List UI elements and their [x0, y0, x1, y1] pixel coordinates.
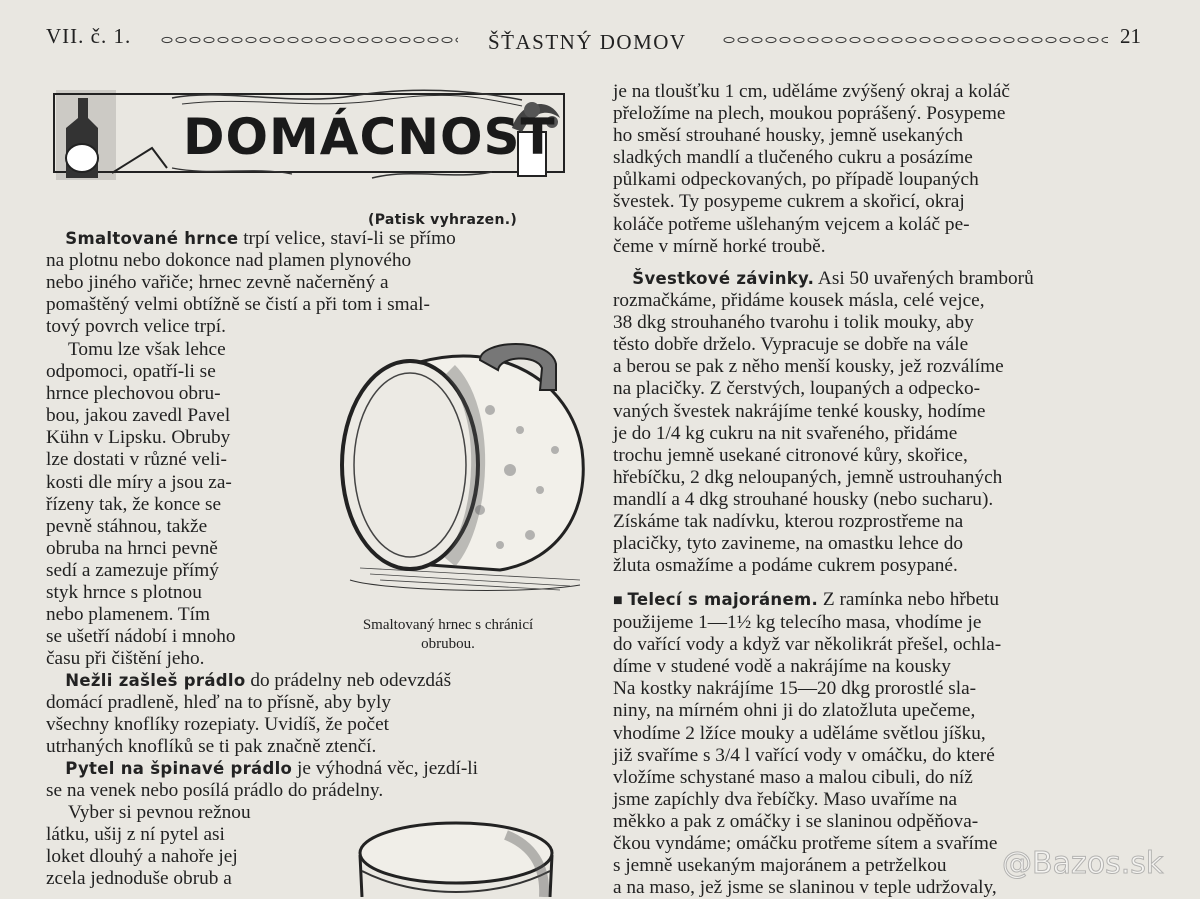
copyright-note: (Patisk vyhrazen.)	[368, 212, 518, 228]
enamel-pot-illustration	[320, 340, 600, 600]
paragraph-enamel-remedy: Tomu lze však lehce odpomoci, opatří-li se hrnce plechovou obru- bou, jakou zavedl Pavel Kühn v Lipsku. Obruby lze dostati v různé veli- kosti dle míry a jsou za- řízeny tak, že konce se pevně stáhnou, takže obruba na hrnci pevně sedí a zamezuje přímý styk hrnce s plotnou nebo plamenem. Tím se ušetří nádobí i mnoho času při čištění jeho.	[46, 339, 236, 670]
heading-laundry-bag: Pytel na špinavé prádlo	[65, 759, 293, 778]
journal-title: ŠŤASTNÝ DOMOV	[488, 30, 687, 54]
article-plum-cake-cont: je na tloušťku 1 cm, uděláme zvýšený okraj a koláč přeložíme na plech, moukou poprášený. Posypeme ho směsí strouhané housky, jemně usekaných sladkých mandlí a tlučeného cukru a posázíme půlkami odpeckovaných, po případě loupaných švestek. Ty posypeme cukrem a skořicí, okraj koláče potřeme ušlehaným vejcem a koláč pe- čeme v mírně horké troubě.	[613, 81, 1010, 257]
heading-laundry: Nežli zašleš prádlo	[65, 671, 246, 690]
section-title: DOMÁCNOST	[183, 108, 556, 166]
page-header	[0, 0, 1200, 60]
article-enamel-pots: Smaltované hrnce trpí velice, staví-li se přímo na plotnu nebo dokonce nad plamen plynového nebo jiného vařiče; hrnec zevně načerněný a pomaštěný velmi obtížně se čistí a při tom i smal- tový povrch velice trpí.	[46, 228, 456, 338]
section-marker: ■	[613, 592, 623, 609]
article-veal-marjoram: ■ Telecí s majoránem. Z ramínka nebo hřbetu použijeme 1—1½ kg telecího masa, vhodíme je do vařící vody a když var několikrát přešel, ochla- díme v studené vodě a nakrájíme na kousky Na kostky nakrájíme 15—20 dkg prorostlé sla- niny, na mírném ohni ji do zlatožluta upečeme, vhodíme 2 lžíce mouky a uděláme světlou jíšku, již svaříme s 3/4 l vařící vody v omáčku, do které vložíme schystané maso a malou cibuli, do níž jsme zapíchly dva řebíčky. Maso uvaříme na měkko a pak z omáčky i se slaninou odpěňova- čkou vyndáme; omáčku protřeme sítem a svaříme s jemně usekaným majoránem a petrželkou a na maso, jež jsme se slaninou v teple udržovaly,	[613, 589, 1002, 899]
heading-enamel-pots: Smaltované hrnce	[65, 229, 239, 248]
header-ornament-right	[722, 36, 1108, 44]
header-ornament-left	[160, 36, 458, 44]
article-plum-rolls: Švestkové závinky. Asi 50 uvařených bramborů rozmačkáme, přidáme kousek másla, celé vejce, 38 dkg strouhaného tvarohu i tolik mouky, aby těsto dobře drželo. Vypracuje se dobře na vále a berou se pak z něho menší kousky, jež rozválíme na placičky. Z čerstvých, loupaných a odpecko- vaných švestek nakrájíme tenké kousky, hodíme je do 1/4 kg cukru na nit svařeného, přidáme trochu jemně usekané citronové kůry, skořice, hřebíčku, 2 dkg neloupaných, jemně ustrouhaných mandlí a 4 dkg strouhané housky (nebo sucharu). Získáme tak nadívku, kterou rozprostřeme na placičky, tyto zavineme, na omastku lehce do žluta osmažíme a podáme cukrem posypané.	[613, 268, 1034, 577]
figure-caption: Smaltovaný hrnec s chránicí obrubou.	[362, 617, 534, 652]
watermark: @Bazos.sk	[1002, 846, 1164, 881]
article-laundry-bag: Pytel na špinavé prádlo je výhodná věc, jezdí-li se na venek nebo posílá prádlo do prádelny.	[46, 758, 478, 802]
page-number: 21	[1120, 24, 1141, 48]
heading-plum-rolls: Švestkové závinky.	[632, 269, 815, 288]
heading-veal-marjoram: Telecí s majoránem.	[627, 590, 819, 609]
paragraph-laundry-bag-cont: Vyber si pevnou režnou látku, ušij z ní pytel asi loket dlouhý a nahoře jej zcela jednoduše obrub a	[46, 802, 251, 890]
volume-label: VII. č. 1.	[46, 24, 132, 48]
article-laundry: Nežli zašleš prádlo do prádelny neb odevzdáš domácí pradleně, hleď na to přísně, aby byly všechny knoflíky rozepiaty. Uvidíš, že počet utrhaných knoflíků se ti pak značně ztenčí.	[46, 670, 452, 758]
laundry-bag-illustration	[356, 815, 556, 897]
